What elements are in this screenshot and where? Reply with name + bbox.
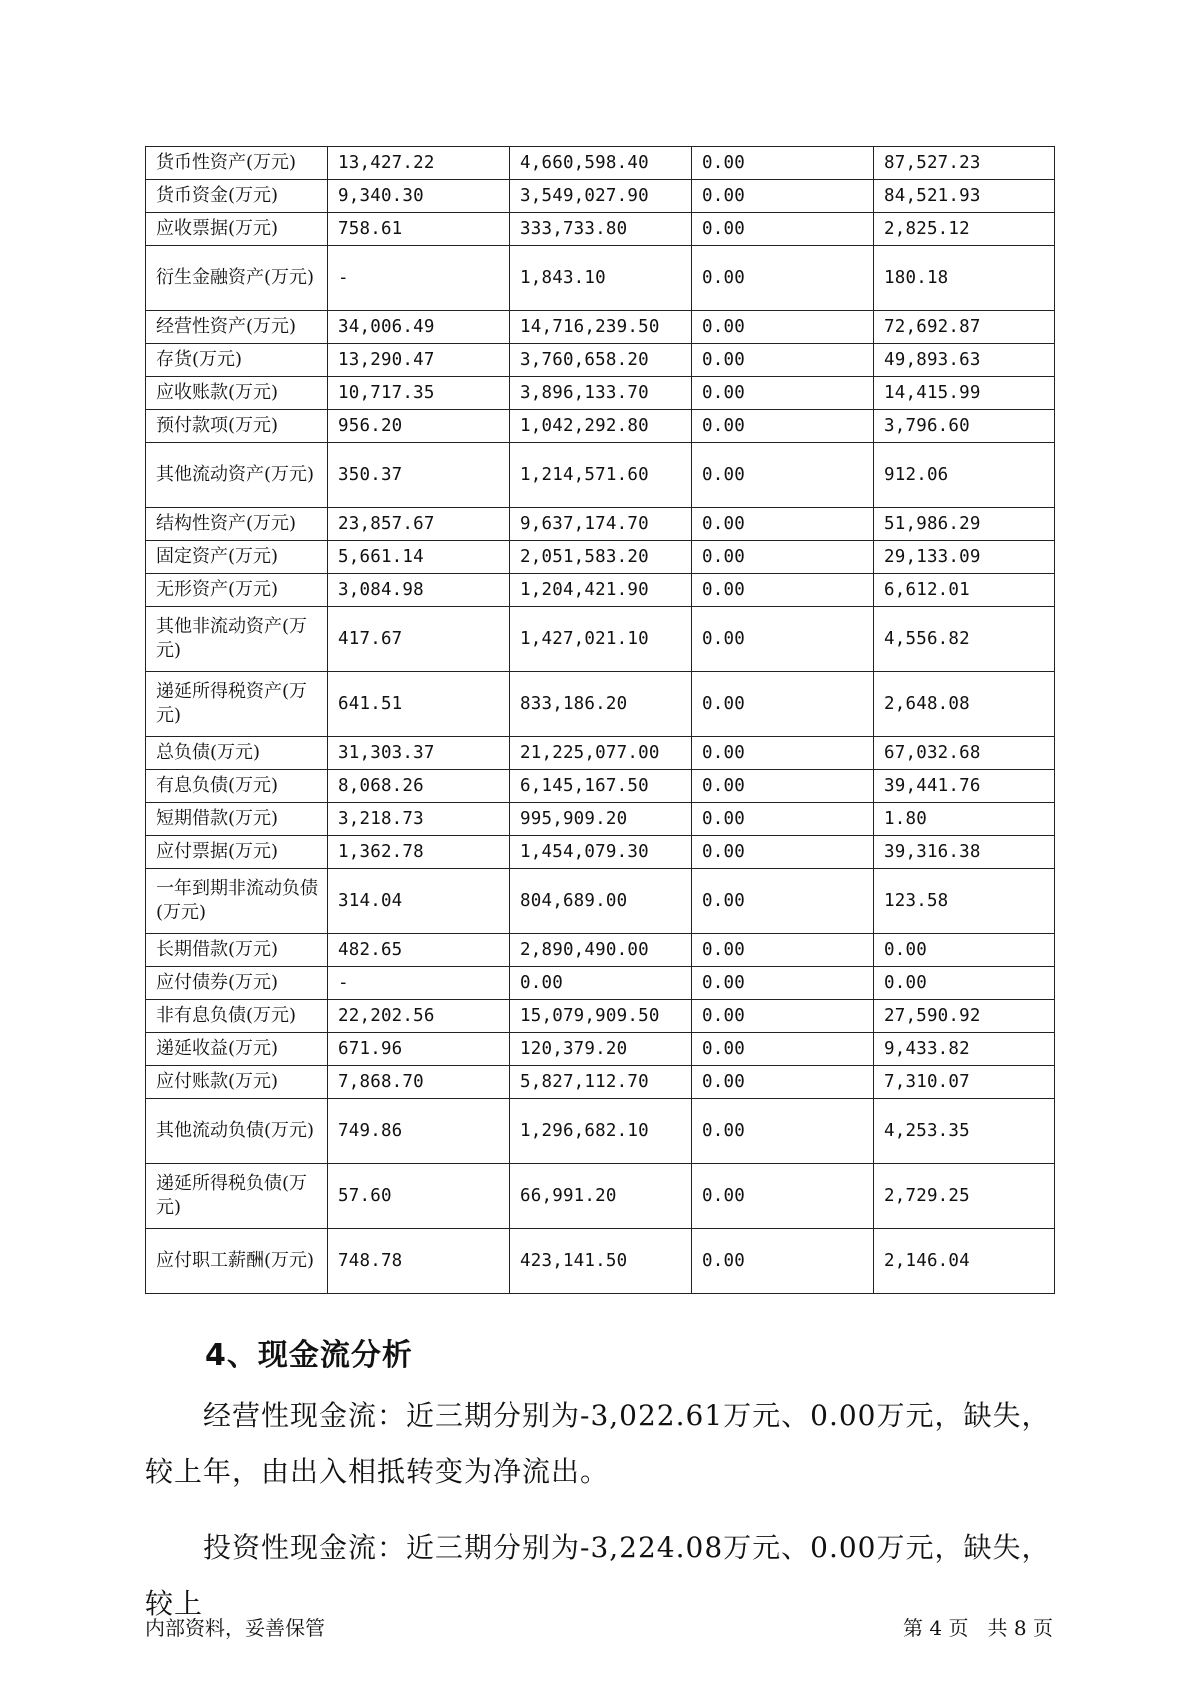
value-cell-2: 6,145,167.50 [510,770,692,803]
table-row [146,803,1055,836]
row-label-cell: 固定资产(万元) [146,541,328,574]
value-cell-2: 2,890,490.00 [510,934,692,967]
table-body [146,147,1055,1294]
row-label-cell: 经营性资产(万元) [146,311,328,344]
value-cell-1: 671.96 [328,1033,510,1066]
value-cell-4: 6,612.01 [874,574,1055,607]
value-cell-4: 14,415.99 [874,377,1055,410]
row-label-cell: 无形资产(万元) [146,574,328,607]
value-cell-3: 0.00 [692,377,874,410]
value-cell-3: 0.00 [692,803,874,836]
table-row [146,737,1055,770]
value-cell-1: 23,857.67 [328,508,510,541]
value-cell-3: 0.00 [692,246,874,311]
value-cell-1: 748.78 [328,1229,510,1294]
row-label-cell: 应付债券(万元) [146,967,328,1000]
value-cell-4: 180.18 [874,246,1055,311]
value-cell-4: 7,310.07 [874,1066,1055,1099]
table-row [146,443,1055,508]
table-row [146,1099,1055,1164]
row-label-cell: 衍生金融资产(万元) [146,246,328,311]
value-cell-2: 1,427,021.10 [510,607,692,672]
value-cell-2: 4,660,598.40 [510,147,692,180]
value-cell-3: 0.00 [692,967,874,1000]
value-cell-3: 0.00 [692,1229,874,1294]
table-row [146,574,1055,607]
table-row [146,246,1055,311]
value-cell-2: 66,991.20 [510,1164,692,1229]
row-label-cell: 短期借款(万元) [146,803,328,836]
value-cell-3: 0.00 [692,934,874,967]
row-label-cell: 有息负债(万元) [146,770,328,803]
value-cell-3: 0.00 [692,1164,874,1229]
value-cell-3: 0.00 [692,1033,874,1066]
value-cell-2: 423,141.50 [510,1229,692,1294]
value-cell-3: 0.00 [692,770,874,803]
value-cell-2: 995,909.20 [510,803,692,836]
value-cell-4: 39,316.38 [874,836,1055,869]
investing-cashflow-text: 投资性现金流：近三期分别为-3,224.08万元、0.00万元，缺失，较上 [145,1531,1051,1620]
table-row [146,1000,1055,1033]
value-cell-2: 1,843.10 [510,246,692,311]
value-cell-1: 956.20 [328,410,510,443]
value-cell-1: 3,218.73 [328,803,510,836]
value-cell-1: 350.37 [328,443,510,508]
row-label-cell: 递延所得税资产(万元) [146,672,328,737]
value-cell-1: 758.61 [328,213,510,246]
value-cell-2: 21,225,077.00 [510,737,692,770]
row-label-cell: 存货(万元) [146,344,328,377]
value-cell-2: 1,214,571.60 [510,443,692,508]
value-cell-4: 39,441.76 [874,770,1055,803]
value-cell-3: 0.00 [692,147,874,180]
value-cell-1: 749.86 [328,1099,510,1164]
value-cell-2: 1,454,079.30 [510,836,692,869]
value-cell-1: 5,661.14 [328,541,510,574]
row-label-cell: 总负债(万元) [146,737,328,770]
value-cell-3: 0.00 [692,344,874,377]
row-label-cell: 结构性资产(万元) [146,508,328,541]
row-label-cell: 非有息负债(万元) [146,1000,328,1033]
value-cell-3: 0.00 [692,213,874,246]
value-cell-2: 804,689.00 [510,869,692,934]
value-cell-1: 417.67 [328,607,510,672]
value-cell-4: 912.06 [874,443,1055,508]
row-label-cell: 长期借款(万元) [146,934,328,967]
row-label-cell: 应付职工薪酬(万元) [146,1229,328,1294]
table-row [146,1164,1055,1229]
row-label-cell: 应付票据(万元) [146,836,328,869]
row-label-cell: 预付款项(万元) [146,410,328,443]
table-row [146,344,1055,377]
value-cell-3: 0.00 [692,607,874,672]
table-row [146,311,1055,344]
value-cell-1: 9,340.30 [328,180,510,213]
value-cell-4: 1.80 [874,803,1055,836]
value-cell-1: 57.60 [328,1164,510,1229]
value-cell-4: 0.00 [874,967,1055,1000]
row-label-cell: 递延收益(万元) [146,1033,328,1066]
value-cell-1: 1,362.78 [328,836,510,869]
table-row [146,934,1055,967]
value-cell-2: 1,296,682.10 [510,1099,692,1164]
table-row [146,180,1055,213]
value-cell-2: 5,827,112.70 [510,1066,692,1099]
value-cell-3: 0.00 [692,737,874,770]
value-cell-3: 0.00 [692,836,874,869]
value-cell-3: 0.00 [692,574,874,607]
value-cell-4: 9,433.82 [874,1033,1055,1066]
financial-data-table [145,146,1055,1294]
value-cell-3: 0.00 [692,1099,874,1164]
value-cell-2: 333,733.80 [510,213,692,246]
row-label-cell: 其他流动负债(万元) [146,1099,328,1164]
value-cell-3: 0.00 [692,869,874,934]
value-cell-2: 1,204,421.90 [510,574,692,607]
value-cell-4: 84,521.93 [874,180,1055,213]
value-cell-1: - [328,246,510,311]
value-cell-1: 3,084.98 [328,574,510,607]
value-cell-3: 0.00 [692,1000,874,1033]
value-cell-2: 1,042,292.80 [510,410,692,443]
row-label-cell: 应收票据(万元) [146,213,328,246]
section-heading: 4、现金流分析 [205,1338,413,1373]
value-cell-3: 0.00 [692,311,874,344]
value-cell-4: 2,825.12 [874,213,1055,246]
table-row [146,1033,1055,1066]
value-cell-2: 3,549,027.90 [510,180,692,213]
value-cell-3: 0.00 [692,508,874,541]
value-cell-2: 2,051,583.20 [510,541,692,574]
value-cell-3: 0.00 [692,180,874,213]
value-cell-4: 4,556.82 [874,607,1055,672]
value-cell-2: 3,896,133.70 [510,377,692,410]
value-cell-3: 0.00 [692,672,874,737]
value-cell-2: 15,079,909.50 [510,1000,692,1033]
row-label-cell: 其他流动资产(万元) [146,443,328,508]
table-row [146,770,1055,803]
value-cell-3: 0.00 [692,410,874,443]
value-cell-4: 67,032.68 [874,737,1055,770]
value-cell-1: 31,303.37 [328,737,510,770]
row-label-cell: 其他非流动资产(万元) [146,607,328,672]
value-cell-1: 641.51 [328,672,510,737]
value-cell-4: 2,729.25 [874,1164,1055,1229]
table-row [146,607,1055,672]
value-cell-3: 0.00 [692,541,874,574]
operating-cashflow-text: 经营性现金流：近三期分别为-3,022.61万元、0.00万元，缺失，较上年，由出入相抵转变为净流出。 [145,1399,1051,1488]
value-cell-2: 9,637,174.70 [510,508,692,541]
value-cell-2: 14,716,239.50 [510,311,692,344]
table-row [146,967,1055,1000]
value-cell-4: 3,796.60 [874,410,1055,443]
value-cell-1: 314.04 [328,869,510,934]
table-row [146,213,1055,246]
table-row [146,541,1055,574]
value-cell-2: 0.00 [510,967,692,1000]
value-cell-4: 29,133.09 [874,541,1055,574]
value-cell-4: 72,692.87 [874,311,1055,344]
value-cell-2: 833,186.20 [510,672,692,737]
value-cell-1: 482.65 [328,934,510,967]
value-cell-4: 51,986.29 [874,508,1055,541]
value-cell-1: 22,202.56 [328,1000,510,1033]
row-label-cell: 货币性资产(万元) [146,147,328,180]
table-row [146,1066,1055,1099]
value-cell-1: 34,006.49 [328,311,510,344]
table-row [146,377,1055,410]
row-label-cell: 应付账款(万元) [146,1066,328,1099]
table-row [146,410,1055,443]
value-cell-3: 0.00 [692,443,874,508]
footer-page-number: 第 4 页 共 8 页 [903,1616,1053,1640]
value-cell-4: 4,253.35 [874,1099,1055,1164]
value-cell-4: 2,146.04 [874,1229,1055,1294]
value-cell-1: 13,427.22 [328,147,510,180]
value-cell-4: 2,648.08 [874,672,1055,737]
value-cell-1: 10,717.35 [328,377,510,410]
value-cell-1: 7,868.70 [328,1066,510,1099]
table-row [146,672,1055,737]
value-cell-4: 87,527.23 [874,147,1055,180]
value-cell-3: 0.00 [692,1066,874,1099]
value-cell-2: 120,379.20 [510,1033,692,1066]
value-cell-4: 0.00 [874,934,1055,967]
table-row [146,836,1055,869]
value-cell-4: 123.58 [874,869,1055,934]
row-label-cell: 应收账款(万元) [146,377,328,410]
value-cell-4: 27,590.92 [874,1000,1055,1033]
footer-confidential-note: 内部资料，妥善保管 [145,1616,325,1640]
row-label-cell: 一年到期非流动负债(万元) [146,869,328,934]
value-cell-1: 13,290.47 [328,344,510,377]
table-row [146,1229,1055,1294]
operating-cashflow-paragraph [145,1388,1060,1500]
table-row [146,147,1055,180]
value-cell-1: - [328,967,510,1000]
row-label-cell: 货币资金(万元) [146,180,328,213]
table-row [146,869,1055,934]
value-cell-1: 8,068.26 [328,770,510,803]
row-label-cell: 递延所得税负债(万元) [146,1164,328,1229]
value-cell-2: 3,760,658.20 [510,344,692,377]
table-row [146,508,1055,541]
value-cell-4: 49,893.63 [874,344,1055,377]
